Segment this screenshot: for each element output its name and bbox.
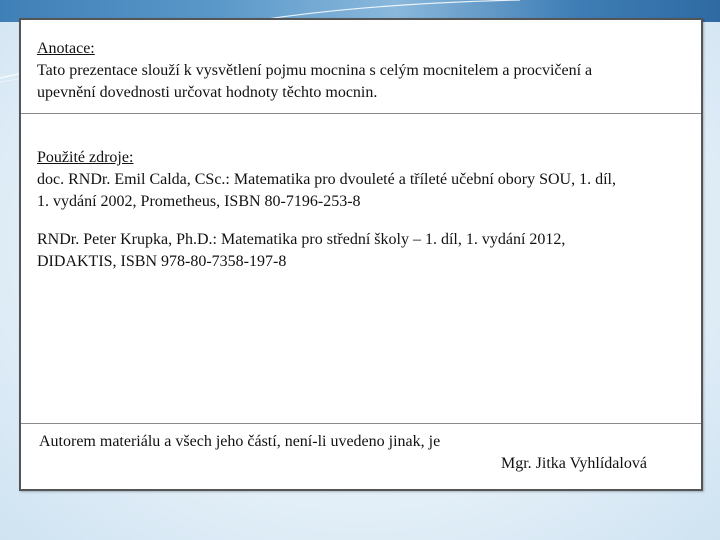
annotation-text-line-2: upevnění dovednosti určovat hodnoty těchto mocnin. xyxy=(37,84,378,101)
source-2-line-2: DIDAKTIS, ISBN 978-80-7358-197-8 xyxy=(37,253,287,270)
source-2-line-1: RNDr. Peter Krupka, Ph.D.: Matematika pro střední školy – 1. díl, 1. vydání 2012, xyxy=(37,231,566,248)
sources-heading: Použité zdroje: xyxy=(37,149,134,166)
annotation-text-line-1: Tato prezentace slouží k vysvětlení pojmu mocnina s celým mocnitelem a procvičení a xyxy=(37,62,593,79)
section-divider xyxy=(21,113,701,114)
sources-section xyxy=(21,147,701,273)
author-statement: Autorem materiálu a všech jeho částí, není-li uvedeno jinak, je xyxy=(39,433,441,450)
annotation-section xyxy=(21,38,701,114)
author-name: Mgr. Jitka Vyhlídalová xyxy=(501,455,647,472)
content-frame xyxy=(19,18,703,491)
annotation-heading: Anotace: xyxy=(37,40,95,57)
section-divider xyxy=(21,423,701,424)
source-1-line-1: doc. RNDr. Emil Calda, CSc.: Matematika pro dvouleté a tříleté učební obory SOU, 1. díl, xyxy=(37,171,616,188)
source-1-line-2: 1. vydání 2002, Prometheus, ISBN 80-7196-253-8 xyxy=(37,193,361,210)
